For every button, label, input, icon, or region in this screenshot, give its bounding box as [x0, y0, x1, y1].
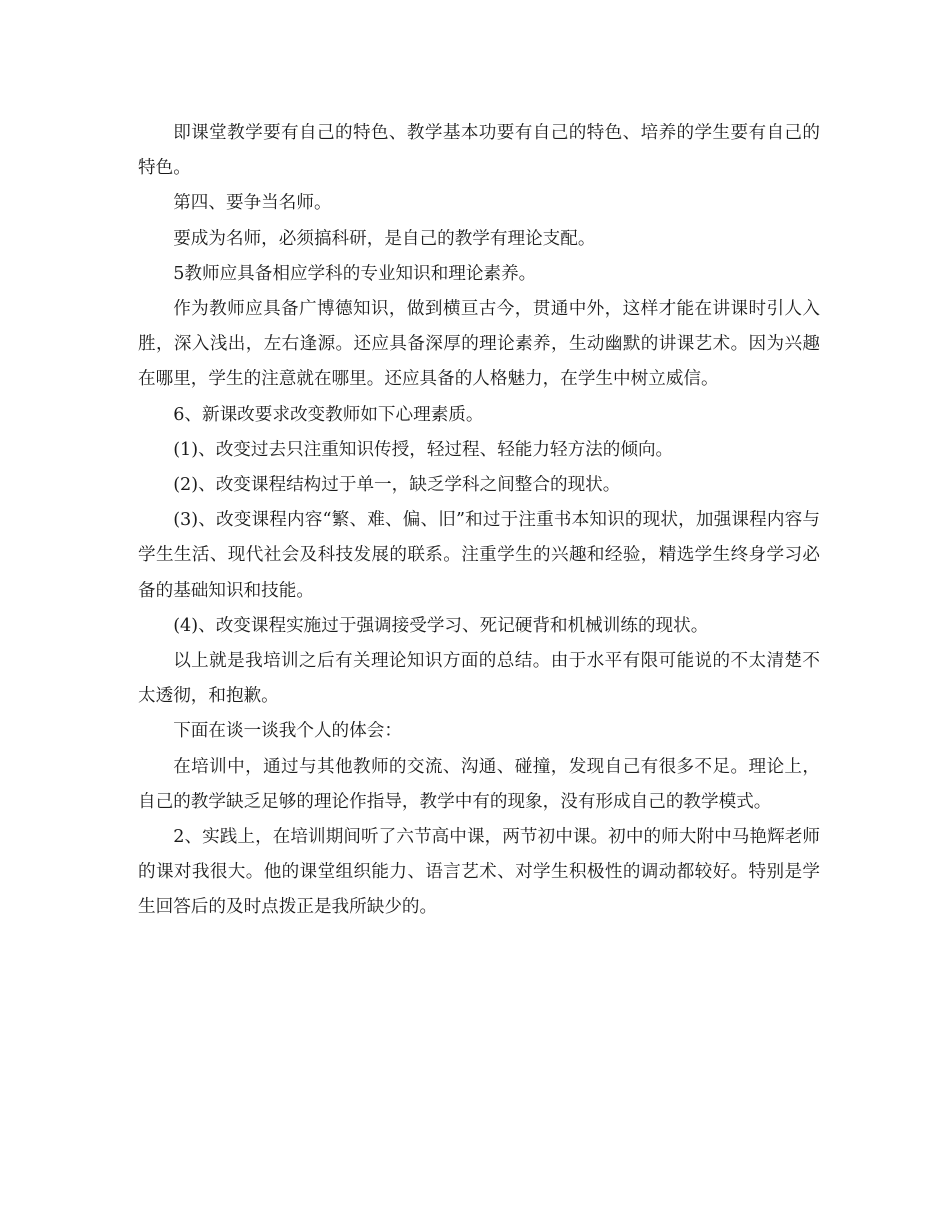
paragraph-13: 在培训中，通过与其他教师的交流、沟通、碰撞，发现自己有很多不足。理论上，自己的教学缺乏足够的理论作指导，教学中有的现象，没有形成自己的教学模式。 [138, 756, 820, 812]
paragraph-7: (1)、改变过去只注重知识传授，轻过程、轻能力轻方法的倾向。 [173, 439, 674, 460]
paragraph-4: 5教师应具备相应学科的专业知识和理论素养。 [173, 263, 537, 284]
paragraph-1: 即课堂教学要有自己的特色、教学基本功要有自己的特色、培养的学生要有自己的特色。 [138, 123, 820, 179]
paragraph-9: (3)、改变课程内容“繁、难、偏、旧”和过于注重书本知识的现状，加强课程内容与学生生活、现代社会及科技发展的联系。注重学生的兴趣和经验，精选学生终身学习必备的基础知识和技能。 [138, 510, 820, 601]
paragraph-11: 以上就是我培训之后有关理论知识方面的总结。由于水平有限可能说的不太清楚不太透彻，和抱歉。 [138, 651, 820, 707]
paragraph-6: 6、新课改要求改变教师如下心理素质。 [173, 404, 484, 425]
paragraph-2: 第四、要争当名师。 [173, 193, 332, 214]
paragraph-8: (2)、改变课程结构过于单一，缺乏学科之间整合的现状。 [173, 475, 621, 496]
paragraph-5: 作为教师应具备广博德知识，做到横亘古今，贯通中外，这样才能在讲课时引人入胜，深入浅出，左右逢源。还应具备深厚的理论素养，生动幽默的讲课艺术。因为兴趣在哪里，学生的注意就在哪里。还应具备的人格魅力，在学生中树立威信。 [138, 299, 820, 390]
paragraph-14: 2、实践上，在培训期间听了六节高中课，两节初中课。初中的师大附中马艳辉老师的课对我很大。他的课堂组织能力、语言艺术、对学生积极性的调动都较好。特别是学生回答后的及时点拨正是我所缺少的。 [138, 827, 820, 918]
paragraph-12: 下面在谈一谈我个人的体会： [173, 721, 402, 742]
paragraph-10: (4)、改变课程实施过于强调接受学习、死记硬背和机械训练的现状。 [173, 615, 709, 636]
document-body [138, 116, 820, 926]
paragraph-3: 要成为名师，必须搞科研，是自己的教学有理论支配。 [173, 228, 596, 249]
